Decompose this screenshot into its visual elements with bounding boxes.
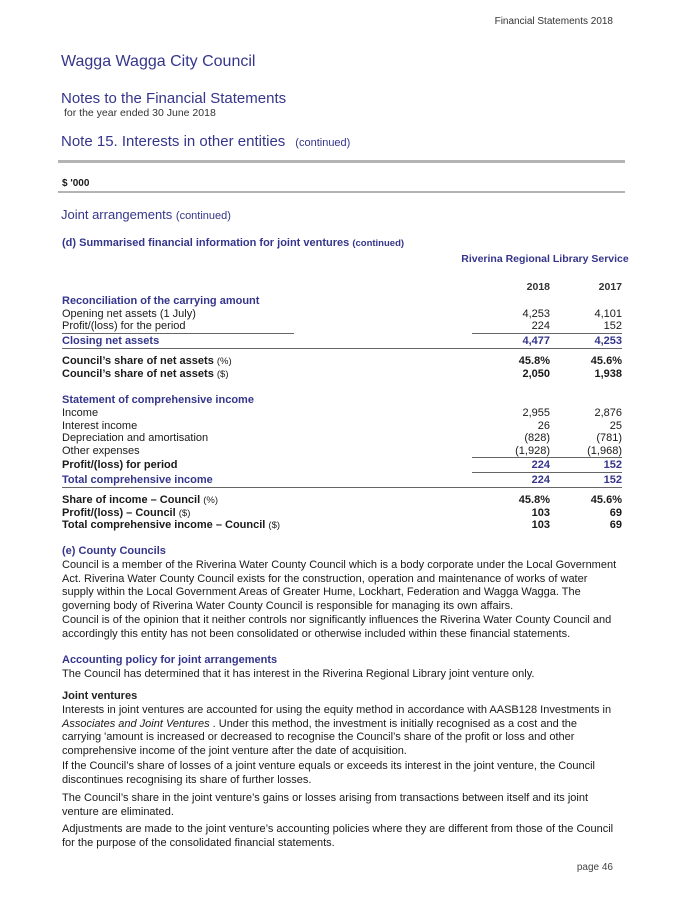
joint-arrangements-continued: (continued): [175, 210, 231, 222]
jv-text-b: . Under this method, the investment is initially recognised as a cost and the carrying 'amount is increased or decreased to recognise the Council’s share of the profit or loss and other comprehensive income of the joint venture after the date of acquisition.: [62, 717, 578, 758]
value-2017: 69: [609, 507, 622, 519]
value-2018: 103: [531, 507, 550, 519]
subtotal-rule: [62, 333, 294, 334]
table-row: [62, 320, 622, 333]
value-2018: 26: [537, 420, 550, 432]
value-2017: 25: [609, 420, 622, 432]
value-2018: 2,050: [522, 368, 550, 380]
row-label: Depreciation and amortisation: [62, 432, 209, 444]
comprehensive-title-row: [62, 394, 622, 407]
accounting-policy-paragraph: The Council has determined that it has interest in the Riverina Regional Library joint venture only.: [62, 667, 535, 680]
table-row: [62, 432, 622, 445]
label-text: Council’s share of net assets: [62, 368, 214, 380]
value-2018: 224: [531, 459, 550, 471]
section-d-continued: (continued): [352, 238, 405, 249]
label-text: Council’s share of net assets: [62, 355, 214, 367]
value-2017: 45.6%: [590, 355, 622, 367]
value-2018: 45.8%: [518, 355, 550, 367]
value-2018: 4,253: [522, 308, 550, 320]
running-header: Financial Statements 2018: [494, 16, 613, 27]
row-label: [62, 519, 280, 531]
label-text: Share of income – Council: [62, 494, 201, 506]
value-2018: (828): [524, 432, 550, 444]
value-2017: 4,253: [594, 335, 622, 347]
row-label: Other expenses: [62, 445, 140, 457]
total-comprehensive-row: [62, 474, 622, 487]
document-title: Notes to the Financial Statements: [61, 90, 287, 107]
unit-label: ($): [216, 369, 229, 380]
value-2017: 152: [603, 459, 622, 471]
header-rule: [58, 160, 625, 163]
county-councils-title: (e) County Councils: [62, 545, 166, 557]
value-2017: 152: [603, 474, 622, 486]
value-2018: 224: [531, 474, 550, 486]
row-label: Opening net assets (1 July): [62, 308, 196, 320]
joint-ventures-paragraph-3: The Council’s share in the joint venture’s gains or losses arising from transactions between itself and its joint venture are eliminated.: [62, 792, 589, 818]
joint-ventures-paragraph-2: If the Council’s share of losses of a joint venture equals or exceeds its interest in the joint venture, the Council discontinues recognising its share of further losses.: [62, 760, 595, 786]
label-text: Profit/(loss) – Council: [62, 507, 176, 519]
accounting-policy-section: [62, 654, 617, 682]
units-rule: [58, 191, 625, 193]
comprehensive-title: Statement of comprehensive income: [62, 394, 254, 406]
value-2018: 2,955: [522, 407, 550, 419]
row-label: [62, 507, 190, 519]
unit-label: (%): [216, 356, 232, 367]
share-amt-row: [62, 368, 622, 381]
value-2018: 45.8%: [518, 494, 550, 506]
jv-text-italic: Associates and Joint Ventures: [62, 717, 210, 730]
row-label: [62, 494, 218, 506]
unit-label: (%): [203, 495, 218, 506]
value-2018: 224: [531, 320, 550, 332]
section-d-heading: [62, 237, 404, 249]
subtotal-rule: [472, 333, 622, 334]
reconciliation-title: Reconciliation of the carrying amount: [62, 295, 260, 307]
value-2017: (781): [596, 432, 622, 444]
share-pct-row: [62, 355, 622, 368]
row-label: [62, 368, 229, 380]
accounting-policy-title: Accounting policy for joint arrangements: [62, 654, 278, 666]
row-label: Total comprehensive income: [62, 474, 213, 486]
value-2018: 103: [531, 519, 550, 531]
year-2017-header: 2017: [598, 281, 622, 293]
county-councils-paragraph-1: Council is a member of the Riverina Water County Council which is a body corporate under the Local Government Act. Riverina Water County Council exists for the construction, operation and maintenance of works of water supply within the Local Government Areas of Greater Hume, Lockhart, Federation and Wagga Wagga. The governing body of Riverina Water County Council is responsible for managing its own affairs.: [62, 558, 617, 613]
note-heading: [61, 133, 350, 150]
unit-label: ($): [178, 508, 191, 519]
closing-net-assets-row: [62, 335, 622, 348]
joint-arrangements-title: Joint arrangements: [61, 207, 173, 222]
value-2018: 4,477: [522, 335, 550, 347]
subtotal-rule: [472, 472, 622, 473]
council-name: Wagga Wagga City Council: [61, 53, 256, 70]
table-row: [62, 407, 622, 420]
row-label: [62, 355, 232, 367]
value-2017: 152: [603, 320, 622, 332]
note-title: Note 15. Interests in other entities: [61, 133, 286, 150]
joint-ventures-paragraph-4: Adjustments are made to the joint venture’s accounting policies where they are different from those of the Council for the purpose of the consolidated financial statements.: [62, 823, 614, 849]
section-d-title: (d) Summarised financial information for joint ventures: [62, 237, 350, 249]
row-label: Profit/(loss) for the period: [62, 320, 186, 332]
value-2017: 4,101: [594, 308, 622, 320]
county-councils-section: [62, 545, 617, 614]
subtotal-rule: [472, 457, 622, 458]
column-heading: Riverina Regional Library Service: [461, 253, 629, 265]
joint-ventures-paragraph-1: [62, 704, 617, 759]
row-label: Interest income: [62, 420, 138, 432]
value-2018: (1,928): [515, 445, 550, 457]
value-2017: 1,938: [594, 368, 622, 380]
value-2017: 69: [609, 519, 622, 531]
units-label: $ '000: [62, 178, 90, 189]
value-2017: 2,876: [594, 407, 622, 419]
joint-ventures-section: [62, 690, 617, 759]
joint-arrangements-heading: [61, 207, 231, 222]
value-2017: (1,968): [587, 445, 622, 457]
row-label: Profit/(loss) for period: [62, 459, 178, 471]
period-subtitle: for the year ended 30 June 2018: [64, 107, 216, 119]
unit-label: ($): [268, 520, 281, 531]
note-continued: (continued): [295, 137, 351, 149]
page-number: page 46: [576, 862, 613, 873]
joint-ventures-title: Joint ventures: [62, 690, 138, 702]
total-council-row: [62, 519, 622, 532]
label-text: Total comprehensive income – Council: [62, 519, 266, 531]
reconciliation-title-row: [62, 295, 622, 308]
profit-for-period-row: [62, 459, 622, 472]
total-rule: [62, 348, 622, 349]
jv-text-a: Interests in joint ventures are accounted for using the equity method in accordance with AASB128 Investments in: [62, 703, 612, 716]
row-label: Income: [62, 407, 99, 419]
county-councils-paragraph-2: Council is of the opinion that it neither controls nor significantly influences the Riverina Water County Council and accordingly this entity has not been consolidated or otherwise included within these financial statements.: [62, 614, 612, 640]
value-2017: 45.6%: [590, 494, 622, 506]
share-income-row: [62, 494, 622, 507]
year-2018-header: 2018: [526, 281, 550, 293]
total-rule: [62, 487, 622, 488]
row-label: Closing net assets: [62, 335, 160, 347]
